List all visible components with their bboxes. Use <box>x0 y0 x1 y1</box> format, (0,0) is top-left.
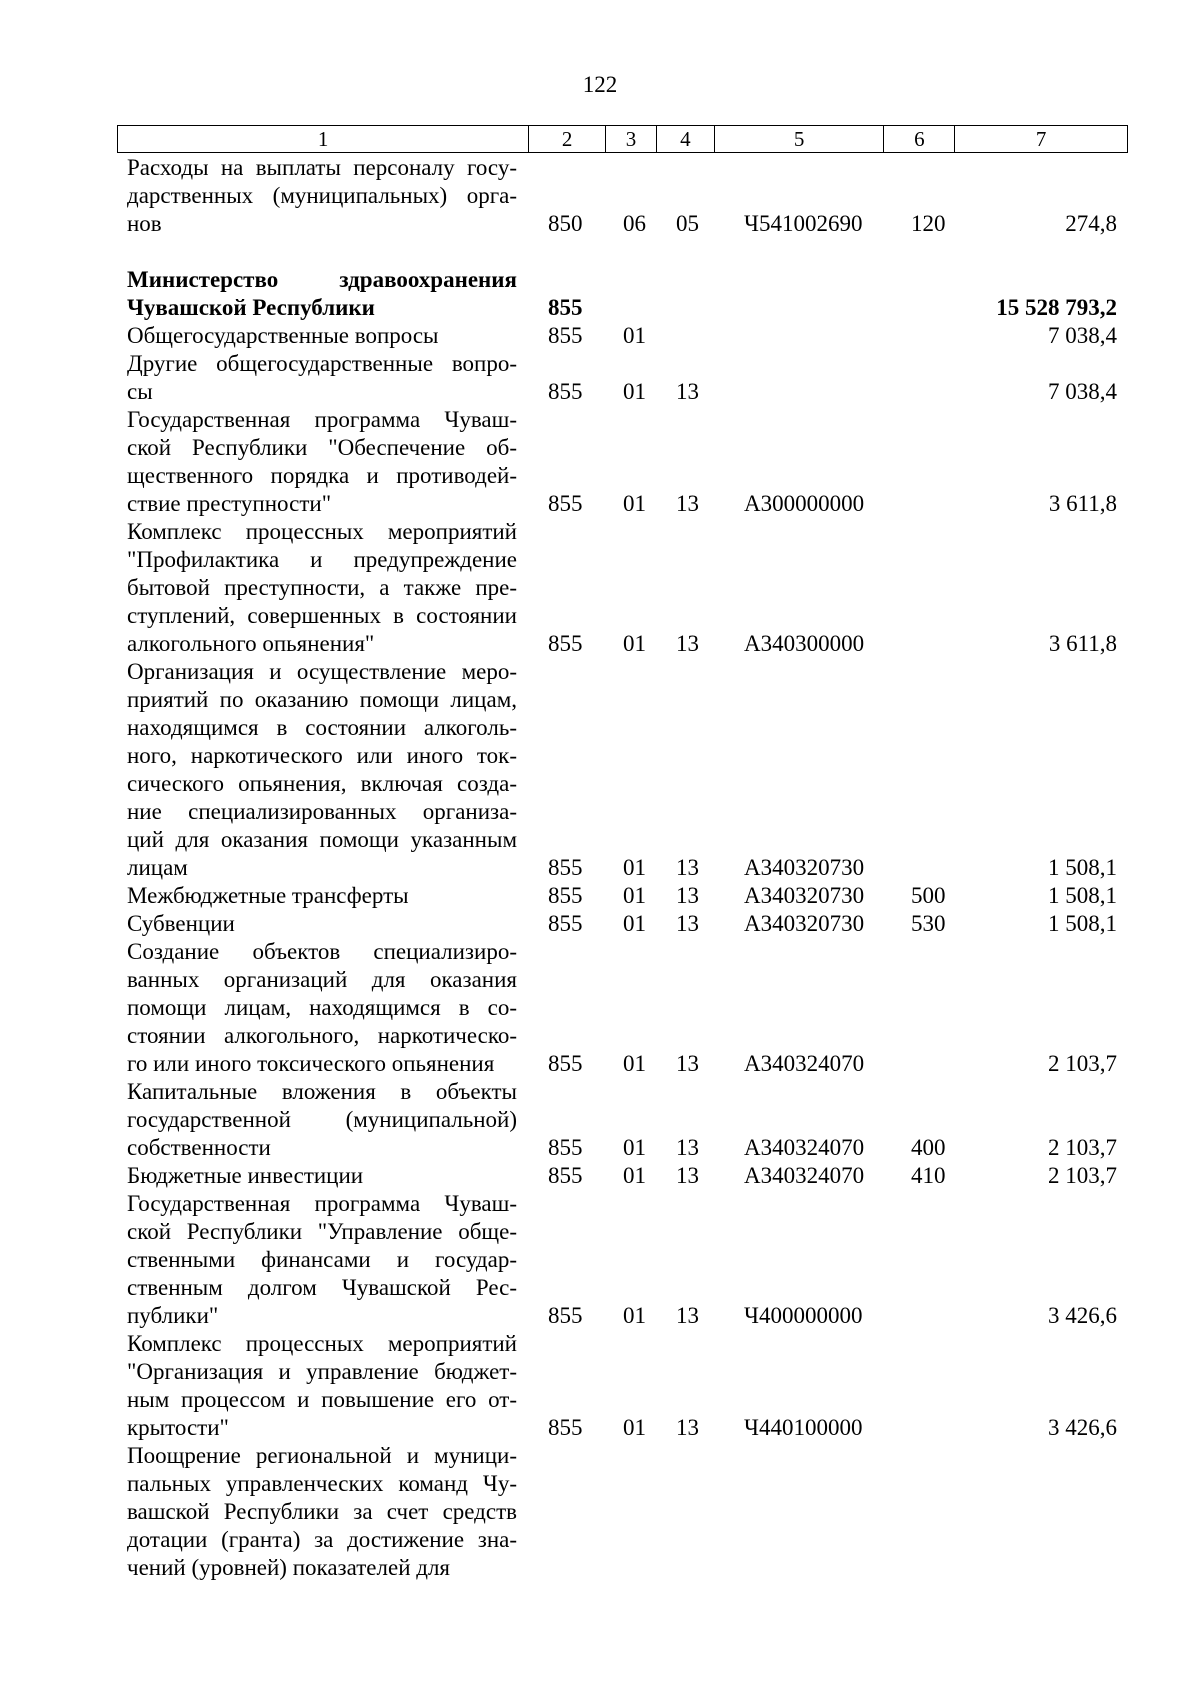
col-ministry-code: 855 <box>548 911 583 936</box>
description-line: Расходы на выплаты персоналу госу- <box>127 155 517 180</box>
col-target-article: Ч400000000 <box>744 1303 863 1328</box>
table-row <box>127 938 1117 1078</box>
col-amount: 2 103,7 <box>1048 1163 1117 1188</box>
col-amount: 1 508,1 <box>1048 911 1117 936</box>
col-ministry-code: 855 <box>548 295 583 320</box>
col-target-article: А340320730 <box>744 855 865 880</box>
description-line: Межбюджетные трансферты <box>127 883 409 908</box>
row-description <box>127 882 517 910</box>
description-line: "Организация и управление бюджет- <box>127 1359 517 1384</box>
col-target-article: А340324070 <box>744 1051 865 1076</box>
col-amount: 1 508,1 <box>1048 855 1117 880</box>
description-line: стоянии алкогольного, наркотическо- <box>127 1023 517 1048</box>
table-row <box>127 1162 1117 1190</box>
col-subsection: 13 <box>676 1303 699 1328</box>
row-description <box>127 1190 517 1330</box>
col-subsection: 13 <box>676 1163 699 1188</box>
col-subsection: 13 <box>676 1051 699 1076</box>
row-description <box>127 1162 517 1190</box>
col-subsection: 13 <box>676 491 699 516</box>
description-line: Бюджетные инвестиции <box>127 1163 364 1188</box>
col-section: 01 <box>623 1135 646 1160</box>
row-description <box>127 518 517 658</box>
table-row <box>127 1330 1117 1442</box>
description-line: находящимся в состоянии алкоголь- <box>127 715 517 740</box>
table-row <box>127 658 1117 882</box>
description-line: пальных управленческих команд Чу- <box>127 1471 517 1496</box>
description-line: бытовой преступности, а также пре- <box>127 575 517 600</box>
row-description <box>127 938 517 1078</box>
table-row <box>127 406 1117 518</box>
col-subsection: 13 <box>676 911 699 936</box>
description-line: Создание объектов специализиро- <box>127 939 517 964</box>
header-col-3: 3 <box>606 126 657 152</box>
table-row <box>127 1442 1117 1582</box>
col-amount: 3 611,8 <box>1048 631 1117 656</box>
col-section: 01 <box>623 855 646 880</box>
description-line: Государственная программа Чуваш- <box>127 407 517 432</box>
row-description <box>127 322 517 350</box>
header-col-4: 4 <box>657 126 715 152</box>
col-target-article: А300000000 <box>744 491 865 516</box>
description-line: ступлений, совершенных в состоянии <box>127 603 517 628</box>
description-line: Чувашской Республики <box>127 295 375 320</box>
description-line: собственности <box>127 1135 271 1160</box>
col-ministry-code: 855 <box>548 1051 583 1076</box>
col-section: 01 <box>623 1051 646 1076</box>
col-section: 01 <box>623 911 646 936</box>
col-subsection: 13 <box>676 855 699 880</box>
description-line: чений (уровней) показателей для <box>127 1555 451 1580</box>
col-subsection: 13 <box>676 631 699 656</box>
col-target-article: А340324070 <box>744 1135 865 1160</box>
description-line: Общегосударственные вопросы <box>127 323 439 348</box>
description-line: дарственных (муниципальных) орга- <box>127 183 517 208</box>
row-description <box>127 406 517 518</box>
col-ministry-code: 855 <box>548 855 583 880</box>
description-line: го или иного токсического опьянения <box>127 1051 495 1076</box>
col-ministry-code: 855 <box>548 1163 583 1188</box>
col-ministry-code: 855 <box>548 883 583 908</box>
col-section: 01 <box>623 1163 646 1188</box>
col-section: 01 <box>623 491 646 516</box>
table-row <box>127 350 1117 406</box>
header-col-2: 2 <box>529 126 606 152</box>
row-description <box>127 350 517 406</box>
description-line: ской Республики "Управление обще- <box>127 1219 517 1244</box>
col-target-article: Ч440100000 <box>744 1415 863 1440</box>
col-subsection: 13 <box>676 1415 699 1440</box>
col-section: 01 <box>623 1415 646 1440</box>
row-description <box>127 1078 517 1162</box>
table-row <box>127 154 1117 238</box>
row-description <box>127 154 517 238</box>
description-line: вашской Республики за счет средств <box>127 1499 517 1524</box>
col-ministry-code: 855 <box>548 1135 583 1160</box>
description-line: ственными финансами и государ- <box>127 1247 517 1272</box>
description-line: публики" <box>127 1303 219 1328</box>
description-line: крытости" <box>127 1415 229 1440</box>
col-ministry-code: 855 <box>548 631 583 656</box>
col-target-article: А340320730 <box>744 883 865 908</box>
col-section: 01 <box>623 1303 646 1328</box>
table-row <box>127 518 1117 658</box>
description-line: ного, наркотического или иного ток- <box>127 743 517 768</box>
row-description <box>127 1442 517 1582</box>
description-line: ным процессом и повышение его от- <box>127 1387 517 1412</box>
table-row <box>127 910 1117 938</box>
col-target-article: Ч541002690 <box>744 211 863 236</box>
table-header <box>117 125 1128 153</box>
col-amount: 7 038,4 <box>1048 379 1117 404</box>
description-line: нов <box>127 211 162 236</box>
row-spacer <box>127 238 1117 266</box>
description-line: Субвенции <box>127 911 235 936</box>
description-line: дотации (гранта) за достижение зна- <box>127 1527 517 1552</box>
col-target-article: А340320730 <box>744 911 865 936</box>
description-line: Другие общегосударственные вопро- <box>127 351 517 376</box>
description-line: сы <box>127 379 153 404</box>
row-description <box>127 658 517 882</box>
description-line: приятий по оказанию помощи лицам, <box>127 687 517 712</box>
col-subsection: 13 <box>676 1135 699 1160</box>
col-expense-type: 530 <box>911 911 946 936</box>
col-section: 01 <box>623 379 646 404</box>
description-line: Поощрение региональной и муници- <box>127 1443 517 1468</box>
table-row <box>127 1078 1117 1162</box>
col-ministry-code: 855 <box>548 491 583 516</box>
description-line: Организация и осуществление меро- <box>127 659 517 684</box>
table-row <box>127 266 1117 322</box>
col-amount: 2 103,7 <box>1048 1051 1117 1076</box>
description-line: ствие преступности" <box>127 491 332 516</box>
col-ministry-code: 855 <box>548 323 583 348</box>
col-amount: 3 426,6 <box>1048 1303 1117 1328</box>
col-amount: 3 611,8 <box>1048 491 1117 516</box>
col-amount: 2 103,7 <box>1048 1135 1117 1160</box>
description-line: Комплекс процессных мероприятий <box>127 1331 517 1356</box>
description-line: ской Республики "Обеспечение об- <box>127 435 517 460</box>
col-expense-type: 400 <box>911 1135 946 1160</box>
description-line: ние специализированных организа- <box>127 799 517 824</box>
header-col-7: 7 <box>1035 127 1047 151</box>
col-subsection: 13 <box>676 883 699 908</box>
col-subsection: 05 <box>676 211 699 236</box>
row-description <box>127 910 517 938</box>
col-amount: 15 528 793,2 <box>996 295 1117 320</box>
table-row <box>127 322 1117 350</box>
description-line: ванных организаций для оказания <box>127 967 517 992</box>
description-line: Капитальные вложения в объекты <box>127 1079 517 1104</box>
description-line: ственным долгом Чувашской Рес- <box>127 1275 517 1300</box>
col-expense-type: 500 <box>911 883 946 908</box>
description-line: алкогольного опьянения" <box>127 631 375 656</box>
col-ministry-code: 855 <box>548 1415 583 1440</box>
description-line: Министерство здравоохранения <box>127 267 517 292</box>
table-body <box>127 154 1117 1582</box>
col-section: 01 <box>623 631 646 656</box>
col-expense-type: 410 <box>911 1163 946 1188</box>
col-subsection: 13 <box>676 379 699 404</box>
col-amount: 7 038,4 <box>1048 323 1117 348</box>
header-col-5: 5 <box>715 126 885 152</box>
description-line: "Профилактика и предупреждение <box>127 547 517 572</box>
description-line: ций для оказания помощи указанным <box>127 827 517 852</box>
header-col-6: 6 <box>884 126 955 152</box>
table-row <box>127 1190 1117 1330</box>
col-amount: 3 426,6 <box>1048 1415 1117 1440</box>
col-section: 01 <box>623 883 646 908</box>
col-section: 06 <box>623 211 646 236</box>
row-description <box>127 1330 517 1442</box>
description-line: Комплекс процессных мероприятий <box>127 519 517 544</box>
col-target-article: А340324070 <box>744 1163 865 1188</box>
col-amount: 1 508,1 <box>1048 883 1117 908</box>
description-line: сического опьянения, включая созда- <box>127 771 517 796</box>
description-line: Государственная программа Чуваш- <box>127 1191 517 1216</box>
col-target-article: А340300000 <box>744 631 865 656</box>
col-amount: 274,8 <box>1065 211 1117 236</box>
col-ministry-code: 850 <box>548 211 583 236</box>
description-line: лицам <box>127 855 188 880</box>
col-ministry-code: 855 <box>548 1303 583 1328</box>
description-line: помощи лицам, находящимся в со- <box>127 995 517 1020</box>
page-number: 122 <box>582 72 618 97</box>
row-description <box>127 266 517 322</box>
description-line: щественного порядка и противодей- <box>127 463 517 488</box>
col-ministry-code: 855 <box>548 379 583 404</box>
col-section: 01 <box>623 323 646 348</box>
header-col-1: 1 <box>118 126 529 152</box>
description-line: государственной (муниципальной) <box>127 1107 517 1132</box>
col-expense-type: 120 <box>911 211 946 236</box>
table-row <box>127 882 1117 910</box>
